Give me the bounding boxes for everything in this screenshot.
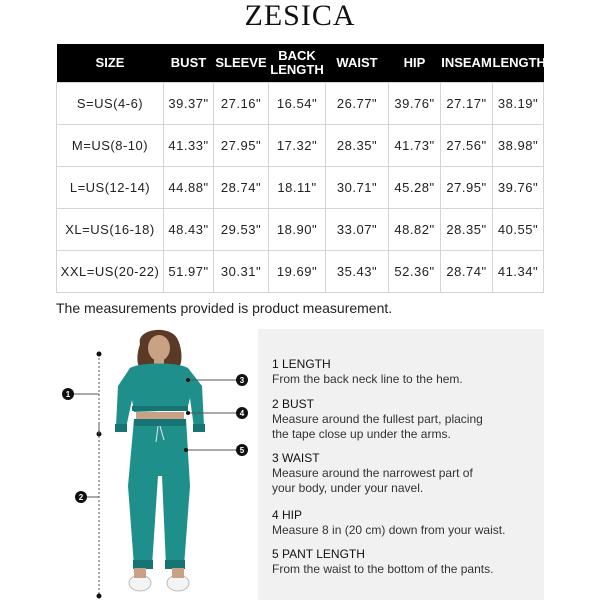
measurement-dot-icon (186, 378, 190, 382)
marker-5-icon (236, 444, 248, 456)
desc-title: 3 WAIST (272, 451, 320, 465)
sweatshirt-hem (132, 406, 188, 411)
table-cell: 18.90" (269, 209, 326, 251)
header-waist: WAIST (326, 44, 389, 83)
table-cell: 40.55" (493, 209, 544, 251)
table-cell: 48.82" (389, 209, 441, 251)
desc-title: 5 PANT LENGTH (272, 547, 365, 561)
table-cell: 28.74" (441, 251, 493, 293)
table-cell: 38.98" (493, 125, 544, 167)
model-measurement-figure (56, 326, 256, 600)
table-cell: 48.43" (164, 209, 214, 251)
desc-text: Measure around the fullest part, placing the tape close up under the arms. (272, 412, 483, 441)
table-cell: 33.07" (326, 209, 389, 251)
brand-logo: ZESICA (244, 0, 356, 32)
marker-2-icon (75, 491, 87, 503)
table-row (57, 167, 544, 209)
desc-title: 2 BUST (272, 397, 315, 411)
desc-bust (272, 397, 497, 442)
table-header-row (57, 44, 544, 83)
table-cell: 17.32" (269, 125, 326, 167)
marker-1-label: 1 (65, 390, 71, 399)
desc-title: 1 LENGTH (272, 357, 331, 371)
desc-text: From the waist to the bottom of the pants. (272, 562, 494, 576)
right-cuff (193, 424, 205, 432)
table-cell: 39.37" (164, 83, 214, 125)
marker-2-label: 2 (78, 493, 84, 502)
right-pant-cuff (165, 560, 185, 569)
table-cell: 41.73" (389, 125, 441, 167)
header-size: SIZE (57, 44, 164, 83)
table-cell: 35.43" (326, 251, 389, 293)
table-cell: S=US(4-6) (57, 83, 164, 125)
marker-3-icon (236, 374, 248, 386)
table-cell: 52.36" (389, 251, 441, 293)
marker-1-icon (62, 388, 74, 400)
table-cell: 28.74" (214, 167, 269, 209)
table-cell: 27.56" (441, 125, 493, 167)
table-cell: 45.28" (389, 167, 441, 209)
marker-3-label: 3 (239, 376, 245, 385)
table-row (57, 251, 544, 293)
table-cell: 26.77" (326, 83, 389, 125)
table-cell: 19.69" (269, 251, 326, 293)
left-ankle (134, 568, 146, 578)
pants-shape (128, 419, 190, 566)
table-cell: 18.11" (269, 167, 326, 209)
right-ankle (172, 568, 184, 578)
table-cell: 30.71" (326, 167, 389, 209)
header-back-length: BACK LENGTH (269, 44, 326, 83)
header-sleeve: SLEEVE (214, 44, 269, 83)
left-cuff (115, 424, 127, 432)
table-cell: 44.88" (164, 167, 214, 209)
table-row (57, 209, 544, 251)
table-cell: 28.35" (441, 209, 493, 251)
size-chart-table (56, 44, 544, 293)
table-cell: 28.35" (326, 125, 389, 167)
left-pant-cuff (133, 560, 153, 569)
table-row (57, 125, 544, 167)
desc-text: Measure 8 in (20 cm) down from your waist. (272, 523, 506, 537)
table-cell: M=US(8-10) (57, 125, 164, 167)
table-cell: 39.76" (493, 167, 544, 209)
desc-title: 4 HIP (272, 508, 303, 522)
table-cell: 30.31" (214, 251, 269, 293)
measurement-dot-icon (184, 448, 188, 452)
measurement-dot-icon (97, 352, 102, 357)
marker-4-icon (236, 407, 248, 419)
table-cell: 41.34" (493, 251, 544, 293)
header-length: LENGTH (493, 44, 544, 83)
measurement-dot-icon (186, 411, 190, 415)
table-cell: 41.33" (164, 125, 214, 167)
header-inseam: INSEAM (441, 44, 493, 83)
desc-length (272, 357, 492, 387)
header-bust: BUST (164, 44, 214, 83)
pants-waistband (134, 419, 186, 426)
table-cell: 29.53" (214, 209, 269, 251)
table-cell: 27.16" (214, 83, 269, 125)
desc-waist (272, 451, 482, 496)
marker-4-label: 4 (239, 409, 245, 418)
table-cell: 27.95" (441, 167, 493, 209)
table-cell: XXL=US(20-22) (57, 251, 164, 293)
table-cell: 27.17" (441, 83, 493, 125)
midriff-shape (136, 412, 184, 420)
table-row (57, 83, 544, 125)
measurement-note: The measurements provided is product measurement. (56, 300, 393, 316)
face-shape (148, 335, 170, 361)
table-cell: 27.95" (214, 125, 269, 167)
table-cell: 38.19" (493, 83, 544, 125)
desc-text: Measure around the narrowest part of your body, under your navel. (272, 466, 473, 495)
table-cell: L=US(12-14) (57, 167, 164, 209)
marker-5-label: 5 (239, 446, 245, 455)
desc-pant-length (272, 547, 532, 577)
header-hip: HIP (389, 44, 441, 83)
table-cell: XL=US(16-18) (57, 209, 164, 251)
desc-text: From the back neck line to the hem. (272, 372, 463, 386)
table-cell: 39.76" (389, 83, 441, 125)
measurement-dot-icon (97, 594, 102, 599)
desc-hip (272, 508, 532, 538)
table-cell: 51.97" (164, 251, 214, 293)
table-cell: 16.54" (269, 83, 326, 125)
